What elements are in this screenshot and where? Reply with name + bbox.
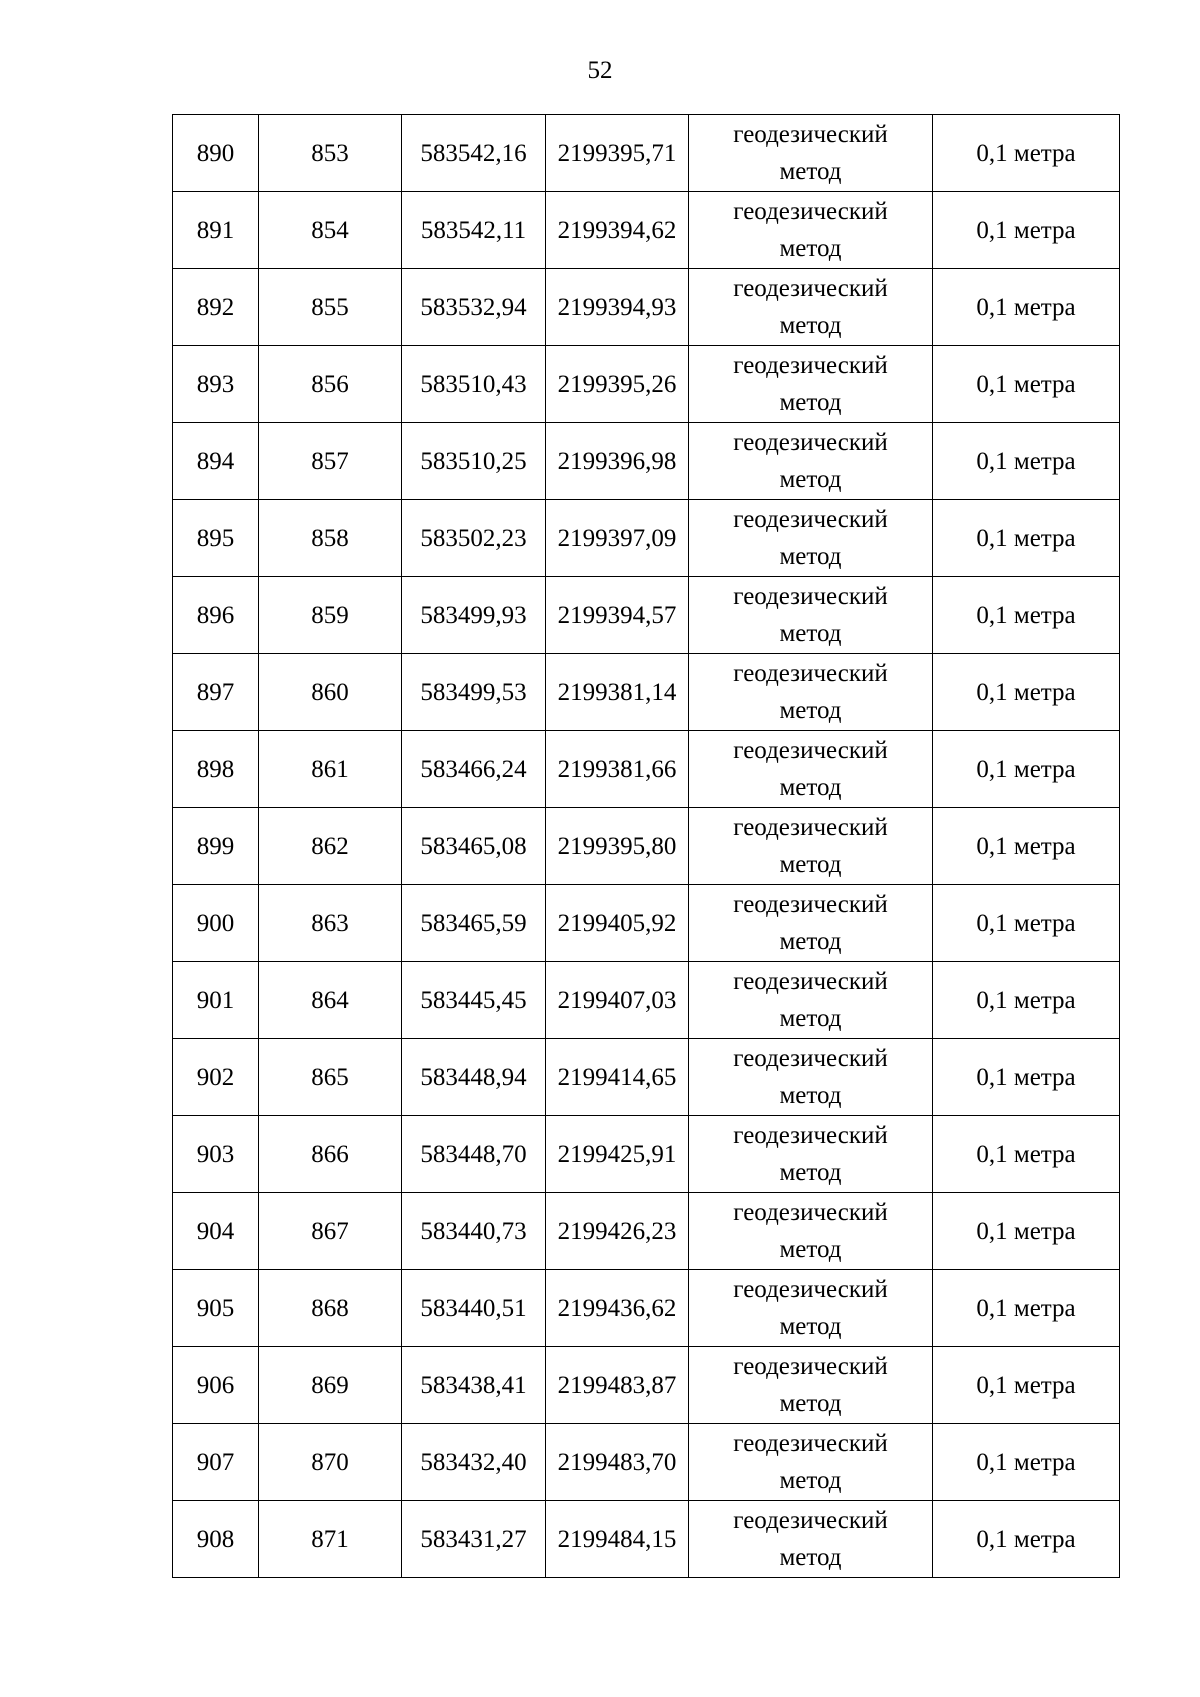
method-label-line2: метод: [779, 312, 842, 339]
accuracy-cell: 0,1 метра: [933, 962, 1120, 1039]
x-coordinate-cell: 583502,23: [402, 500, 546, 577]
method-cell: [689, 962, 933, 1039]
row-number-cell: 908: [173, 1501, 259, 1578]
point-number-cell: 853: [259, 115, 402, 192]
method-label-line2: метод: [779, 697, 842, 724]
accuracy-cell: 0,1 метра: [933, 1424, 1120, 1501]
method-label-line1: геодезический: [733, 506, 888, 533]
y-coordinate-cell: 2199395,26: [546, 346, 689, 423]
point-number-cell: 865: [259, 1039, 402, 1116]
method-cell: [689, 731, 933, 808]
method-label-line1: геодезический: [733, 198, 888, 225]
table-row: [173, 654, 1120, 731]
point-number-cell: 864: [259, 962, 402, 1039]
method-label-line2: метод: [779, 620, 842, 647]
accuracy-cell: 0,1 метра: [933, 192, 1120, 269]
method-label-line1: геодезический: [733, 814, 888, 841]
accuracy-cell: 0,1 метра: [933, 1193, 1120, 1270]
method-cell: [689, 192, 933, 269]
point-number-cell: 867: [259, 1193, 402, 1270]
x-coordinate-cell: 583432,40: [402, 1424, 546, 1501]
y-coordinate-cell: 2199381,14: [546, 654, 689, 731]
accuracy-cell: 0,1 метра: [933, 500, 1120, 577]
y-coordinate-cell: 2199483,87: [546, 1347, 689, 1424]
method-cell: [689, 115, 933, 192]
accuracy-cell: 0,1 метра: [933, 885, 1120, 962]
method-label-line1: геодезический: [733, 1507, 888, 1534]
method-label-line2: метод: [779, 1313, 842, 1340]
row-number-cell: 907: [173, 1424, 259, 1501]
table-row: [173, 731, 1120, 808]
method-label-line1: геодезический: [733, 352, 888, 379]
x-coordinate-cell: 583440,51: [402, 1270, 546, 1347]
table-row: [173, 1270, 1120, 1347]
x-coordinate-cell: 583465,08: [402, 808, 546, 885]
method-label-line2: метод: [779, 1467, 842, 1494]
point-number-cell: 857: [259, 423, 402, 500]
method-label-line2: метод: [779, 774, 842, 801]
accuracy-cell: 0,1 метра: [933, 115, 1120, 192]
accuracy-cell: 0,1 метра: [933, 1270, 1120, 1347]
accuracy-cell: 0,1 метра: [933, 808, 1120, 885]
y-coordinate-cell: 2199483,70: [546, 1424, 689, 1501]
coordinates-table: [172, 114, 1120, 1578]
method-label-line1: геодезический: [733, 583, 888, 610]
method-cell: [689, 885, 933, 962]
x-coordinate-cell: 583465,59: [402, 885, 546, 962]
method-cell: [689, 500, 933, 577]
point-number-cell: 869: [259, 1347, 402, 1424]
method-label-line1: геодезический: [733, 1199, 888, 1226]
accuracy-cell: 0,1 метра: [933, 1116, 1120, 1193]
table-row: [173, 1347, 1120, 1424]
method-cell: [689, 346, 933, 423]
y-coordinate-cell: 2199381,66: [546, 731, 689, 808]
row-number-cell: 900: [173, 885, 259, 962]
y-coordinate-cell: 2199395,80: [546, 808, 689, 885]
method-cell: [689, 1039, 933, 1116]
y-coordinate-cell: 2199484,15: [546, 1501, 689, 1578]
x-coordinate-cell: 583542,16: [402, 115, 546, 192]
method-label-line1: геодезический: [733, 1276, 888, 1303]
row-number-cell: 891: [173, 192, 259, 269]
row-number-cell: 903: [173, 1116, 259, 1193]
x-coordinate-cell: 583448,70: [402, 1116, 546, 1193]
accuracy-cell: 0,1 метра: [933, 1501, 1120, 1578]
method-label-line1: геодезический: [733, 891, 888, 918]
x-coordinate-cell: 583445,45: [402, 962, 546, 1039]
method-label-line2: метод: [779, 1159, 842, 1186]
x-coordinate-cell: 583532,94: [402, 269, 546, 346]
row-number-cell: 904: [173, 1193, 259, 1270]
table-row: [173, 423, 1120, 500]
row-number-cell: 894: [173, 423, 259, 500]
point-number-cell: 866: [259, 1116, 402, 1193]
method-label-line2: метод: [779, 1005, 842, 1032]
method-label-line1: геодезический: [733, 1430, 888, 1457]
y-coordinate-cell: 2199394,57: [546, 577, 689, 654]
method-label-line1: геодезический: [733, 1045, 888, 1072]
point-number-cell: 870: [259, 1424, 402, 1501]
x-coordinate-cell: 583510,25: [402, 423, 546, 500]
row-number-cell: 899: [173, 808, 259, 885]
method-label-line1: геодезический: [733, 275, 888, 302]
y-coordinate-cell: 2199405,92: [546, 885, 689, 962]
accuracy-cell: 0,1 метра: [933, 731, 1120, 808]
point-number-cell: 860: [259, 654, 402, 731]
y-coordinate-cell: 2199425,91: [546, 1116, 689, 1193]
accuracy-cell: 0,1 метра: [933, 346, 1120, 423]
y-coordinate-cell: 2199394,62: [546, 192, 689, 269]
row-number-cell: 892: [173, 269, 259, 346]
x-coordinate-cell: 583510,43: [402, 346, 546, 423]
table-row: [173, 1424, 1120, 1501]
row-number-cell: 893: [173, 346, 259, 423]
method-cell: [689, 808, 933, 885]
row-number-cell: 905: [173, 1270, 259, 1347]
table-row: [173, 808, 1120, 885]
point-number-cell: 871: [259, 1501, 402, 1578]
x-coordinate-cell: 583440,73: [402, 1193, 546, 1270]
x-coordinate-cell: 583499,93: [402, 577, 546, 654]
row-number-cell: 902: [173, 1039, 259, 1116]
method-label-line2: метод: [779, 1082, 842, 1109]
method-label-line1: геодезический: [733, 1122, 888, 1149]
row-number-cell: 895: [173, 500, 259, 577]
x-coordinate-cell: 583499,53: [402, 654, 546, 731]
method-cell: [689, 1347, 933, 1424]
method-label-line1: геодезический: [733, 1353, 888, 1380]
method-label-line2: метод: [779, 928, 842, 955]
point-number-cell: 862: [259, 808, 402, 885]
x-coordinate-cell: 583542,11: [402, 192, 546, 269]
row-number-cell: 901: [173, 962, 259, 1039]
accuracy-cell: 0,1 метра: [933, 577, 1120, 654]
method-label-line2: метод: [779, 851, 842, 878]
point-number-cell: 863: [259, 885, 402, 962]
method-label-line2: метод: [779, 1390, 842, 1417]
accuracy-cell: 0,1 метра: [933, 1347, 1120, 1424]
method-label-line2: метод: [779, 235, 842, 262]
row-number-cell: 896: [173, 577, 259, 654]
method-label-line2: метод: [779, 466, 842, 493]
method-label-line1: геодезический: [733, 968, 888, 995]
method-label-line2: метод: [779, 543, 842, 570]
table-row: [173, 1193, 1120, 1270]
y-coordinate-cell: 2199396,98: [546, 423, 689, 500]
table-row: [173, 962, 1120, 1039]
method-cell: [689, 1270, 933, 1347]
method-cell: [689, 577, 933, 654]
point-number-cell: 859: [259, 577, 402, 654]
point-number-cell: 861: [259, 731, 402, 808]
y-coordinate-cell: 2199426,23: [546, 1193, 689, 1270]
table-row: [173, 346, 1120, 423]
method-label-line1: геодезический: [733, 737, 888, 764]
y-coordinate-cell: 2199414,65: [546, 1039, 689, 1116]
method-label-line2: метод: [779, 1544, 842, 1571]
method-cell: [689, 1424, 933, 1501]
method-cell: [689, 654, 933, 731]
method-cell: [689, 1116, 933, 1193]
row-number-cell: 906: [173, 1347, 259, 1424]
table-row: [173, 115, 1120, 192]
table-row: [173, 885, 1120, 962]
y-coordinate-cell: 2199394,93: [546, 269, 689, 346]
method-label-line1: геодезический: [733, 660, 888, 687]
method-cell: [689, 1501, 933, 1578]
row-number-cell: 898: [173, 731, 259, 808]
accuracy-cell: 0,1 метра: [933, 654, 1120, 731]
table-row: [173, 1501, 1120, 1578]
accuracy-cell: 0,1 метра: [933, 1039, 1120, 1116]
method-label-line1: геодезический: [733, 429, 888, 456]
table-row: [173, 1116, 1120, 1193]
x-coordinate-cell: 583438,41: [402, 1347, 546, 1424]
method-label-line2: метод: [779, 158, 842, 185]
method-label-line1: геодезический: [733, 121, 888, 148]
point-number-cell: 858: [259, 500, 402, 577]
method-label-line2: метод: [779, 1236, 842, 1263]
point-number-cell: 868: [259, 1270, 402, 1347]
x-coordinate-cell: 583466,24: [402, 731, 546, 808]
point-number-cell: 855: [259, 269, 402, 346]
point-number-cell: 856: [259, 346, 402, 423]
y-coordinate-cell: 2199436,62: [546, 1270, 689, 1347]
accuracy-cell: 0,1 метра: [933, 423, 1120, 500]
method-cell: [689, 423, 933, 500]
coordinates-table-body: [173, 115, 1120, 1578]
method-cell: [689, 269, 933, 346]
method-cell: [689, 1193, 933, 1270]
y-coordinate-cell: 2199407,03: [546, 962, 689, 1039]
row-number-cell: 897: [173, 654, 259, 731]
y-coordinate-cell: 2199395,71: [546, 115, 689, 192]
table-row: [173, 269, 1120, 346]
table-row: [173, 500, 1120, 577]
y-coordinate-cell: 2199397,09: [546, 500, 689, 577]
table-row: [173, 1039, 1120, 1116]
x-coordinate-cell: 583431,27: [402, 1501, 546, 1578]
page-number: 52: [587, 57, 613, 84]
row-number-cell: 890: [173, 115, 259, 192]
table-row: [173, 192, 1120, 269]
table-row: [173, 577, 1120, 654]
method-label-line2: метод: [779, 389, 842, 416]
accuracy-cell: 0,1 метра: [933, 269, 1120, 346]
point-number-cell: 854: [259, 192, 402, 269]
x-coordinate-cell: 583448,94: [402, 1039, 546, 1116]
